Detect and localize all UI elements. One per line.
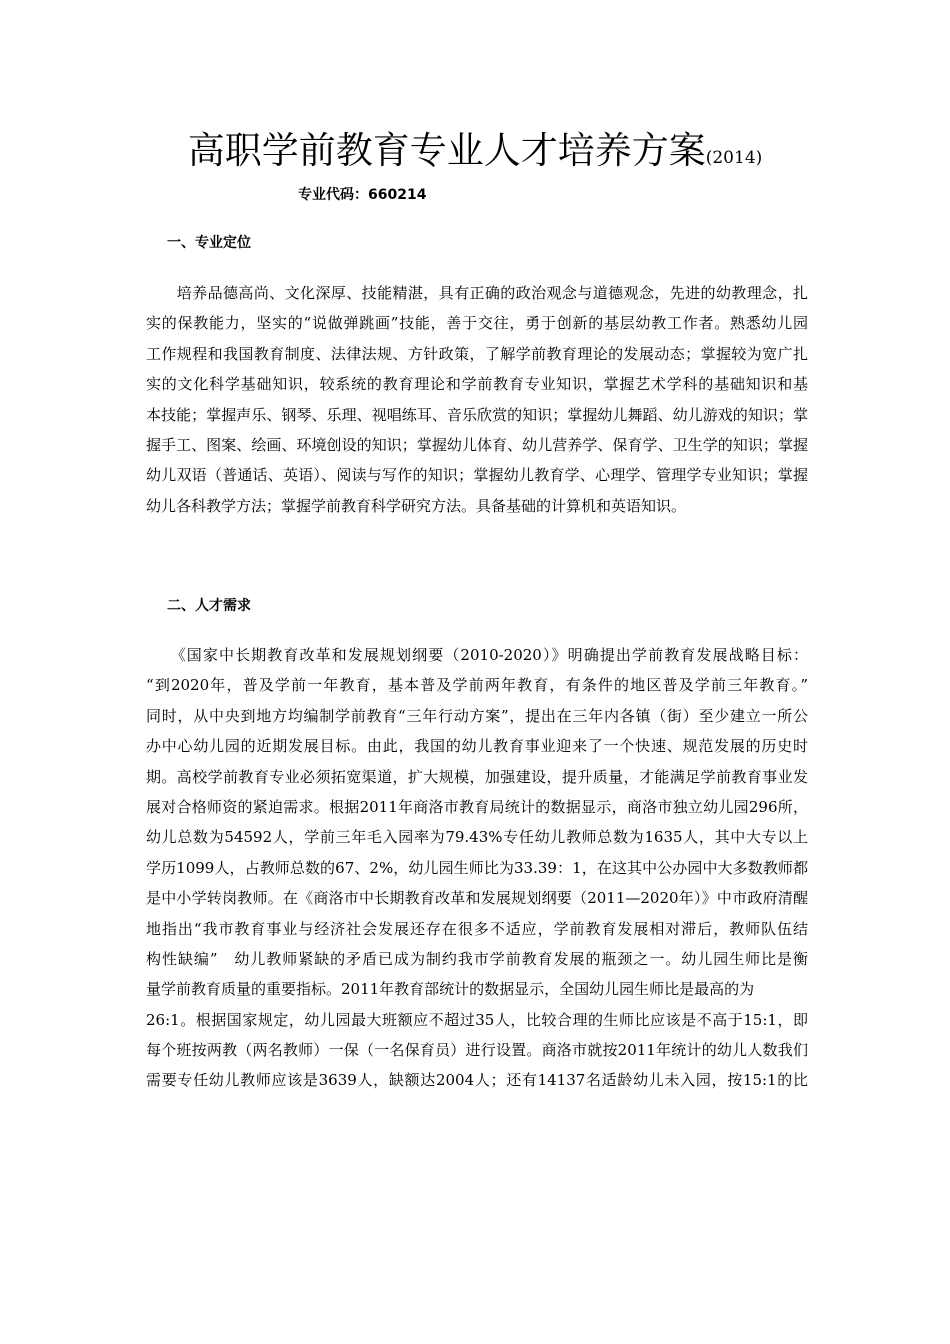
section-heading-talent-demand: 二、人才需求 xyxy=(167,598,251,614)
paragraph-line: 需要专任幼儿教师应该是3639人，缺额达2004人；还有14137名适龄幼儿未入园，按15:1的比 xyxy=(146,1071,808,1090)
major-code: 专业代码：660214 xyxy=(298,187,427,203)
section-body-talent-demand xyxy=(146,640,808,1096)
section-heading-positioning: 一、专业定位 xyxy=(167,235,251,251)
title-year: (2014) xyxy=(705,148,763,168)
paragraph-line: 期。高校学前教育专业必须拓宽渠道，扩大规模，加强建设，提升质量，才能满足学前教育事业发 xyxy=(146,767,808,786)
paragraph-line: 量学前教育质量的重要指标。2011年教育部统计的数据显示，全国幼儿园生师比是最高的为 xyxy=(146,980,755,999)
paragraph-line: 办中心幼儿园的近期发展目标。由此，我国的幼儿教育事业迎来了一个快速、规范发展的历史时 xyxy=(146,737,808,756)
paragraph-line: 是中小学转岗教师。在《商洛市中长期教育改革和发展规划纲要（2011—2020年）》中市政府清醒 xyxy=(146,889,808,908)
section-body-positioning xyxy=(146,278,808,521)
paragraph-line: 26:1。根据国家规定，幼儿园最大班额应不超过35人，比较合理的生师比应该是不高于15:1，即 xyxy=(146,1010,808,1029)
paragraph-line: 幼儿各科教学方法；掌握学前教育科学研究方法。具备基础的计算机和英语知识。 xyxy=(146,496,687,515)
paragraph-line: 本技能；掌握声乐、钢琴、乐理、视唱练耳、音乐欣赏的知识；掌握幼儿舞蹈、幼儿游戏的知识；掌 xyxy=(146,405,808,424)
paragraph-line: 工作规程和我国教育制度、法律法规、方针政策，了解学前教育理论的发展动态；掌握较为宽广扎 xyxy=(146,344,808,363)
paragraph-line: 实的保教能力，坚实的“说做弹跳画”技能，善于交往，勇于创新的基层幼教工作者。熟悉幼儿园 xyxy=(146,314,808,333)
paragraph-line: 每个班按两教（两名教师）一保（一名保育员）进行设置。商洛市就按2011年统计的幼儿人数我们 xyxy=(146,1041,808,1060)
paragraph-line: “到2020年，普及学前一年教育，基本普及学前两年教育，有条件的地区普及学前三年教育。” xyxy=(146,676,808,695)
paragraph-line: 构性缺编” 幼儿教师紧缺的矛盾已成为制约我市学前教育发展的瓶颈之一。幼儿园生师比是衡 xyxy=(146,949,808,968)
paragraph-line: 培养品德高尚、文化深厚、技能精湛，具有正确的政治观念与道德观念，先进的幼教理念，扎 xyxy=(146,284,808,302)
paragraph-line: 展对合格师资的紧迫需求。根据2011年商洛市教育局统计的数据显示，商洛市独立幼儿园296所， xyxy=(146,797,808,816)
paragraph-line: 幼儿双语（普通话、英语）、阅读与写作的知识；掌握幼儿教育学、心理学、管理学专业知识；掌握 xyxy=(146,466,808,485)
title-text: 高职学前教育专业人才培养方案 xyxy=(187,129,706,172)
document-title xyxy=(0,126,950,183)
paragraph-line: 幼儿总数为54592人，学前三年毛入园率为79.43%专任幼儿教师总数为1635人，其中大专以上 xyxy=(146,828,808,847)
paragraph-line: 地指出“我市教育事业与经济社会发展还存在很多不适应，学前教育发展相对滞后，教师队伍结 xyxy=(146,919,808,938)
paragraph-line: 《国家中长期教育改革和发展规划纲要（2010-2020）》明确提出学前教育发展战略目标： xyxy=(146,646,808,664)
paragraph-line: 实的文化科学基础知识，较系统的教育理论和学前教育专业知识，掌握艺术学科的基础知识和基 xyxy=(146,375,808,394)
paragraph-line: 握手工、图案、绘画、环境创设的知识；掌握幼儿体育、幼儿营养学、保育学、卫生学的知识；掌握 xyxy=(146,435,808,454)
paragraph-line: 同时，从中央到地方均编制学前教育“三年行动方案”，提出在三年内各镇（街）至少建立一所公 xyxy=(146,706,808,725)
paragraph-line: 学历1099人，占教师总数的67、2%，幼儿园生师比为33.39：1，在这其中公办园中大多数教师都 xyxy=(146,858,808,877)
